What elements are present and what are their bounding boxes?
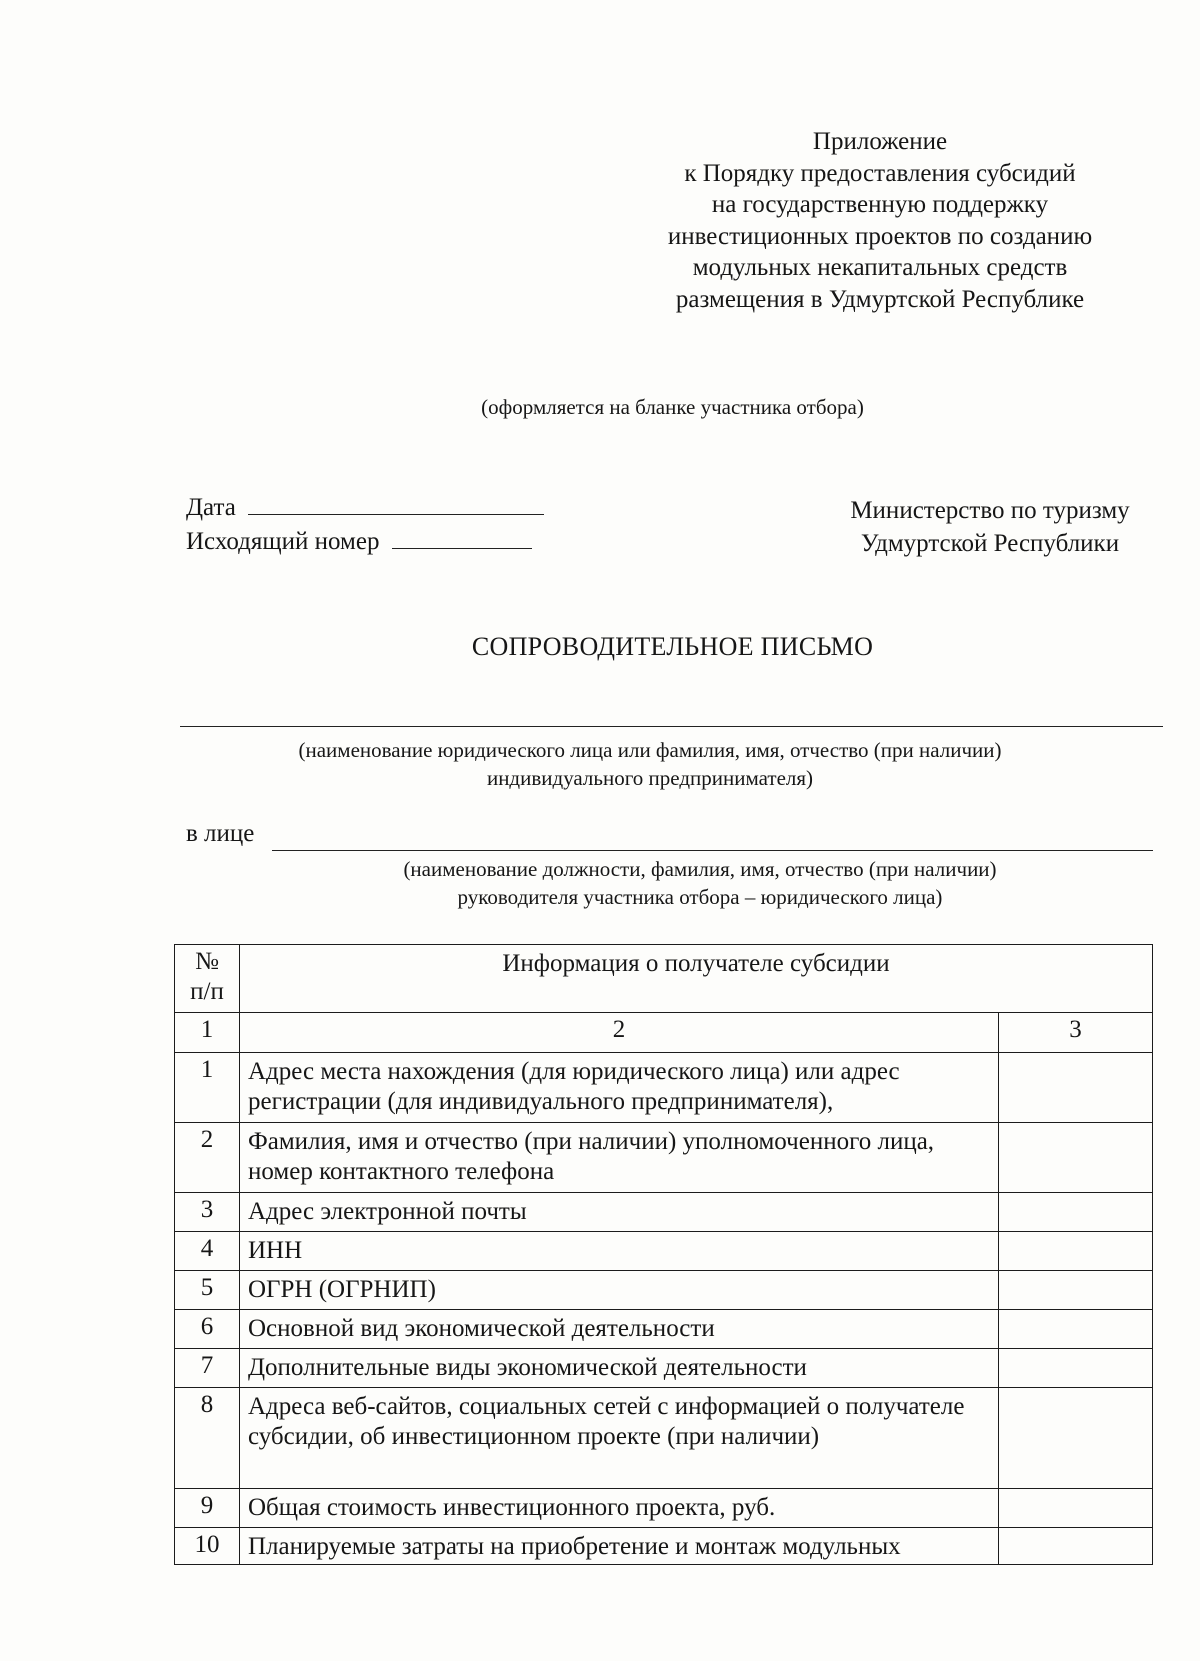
row-value-cell[interactable] — [999, 1388, 1153, 1489]
outgoing-number-field — [186, 524, 544, 558]
appendix-header — [600, 126, 1160, 315]
row-value-cell[interactable] — [999, 1310, 1153, 1349]
in-person-line[interactable] — [272, 850, 1153, 851]
outgoing-number-label: Исходящий номер — [186, 528, 380, 555]
entity-caption-line: (наименование юридического лица или фамилия, имя, отчество (при наличии) — [298, 738, 1002, 762]
row-number: 9 — [175, 1489, 240, 1528]
column-number: 1 — [175, 1013, 240, 1053]
entity-name-line[interactable] — [180, 726, 1163, 727]
row-number: 2 — [175, 1123, 240, 1193]
head-caption-line: руководителя участника отбора – юридического лица) — [457, 885, 943, 909]
appendix-line: к Порядку предоставления субсидий — [684, 159, 1076, 187]
table-row — [175, 1193, 1153, 1232]
row-text: ОГРН (ОГРНИП) — [240, 1271, 999, 1310]
outgoing-number-blank-line[interactable] — [392, 524, 532, 549]
row-value-cell[interactable] — [999, 1349, 1153, 1388]
appendix-line: инвестиционных проектов по созданию — [667, 222, 1093, 250]
document-title: СОПРОВОДИТЕЛЬНОЕ ПИСЬМО — [471, 632, 874, 661]
table-row — [175, 1232, 1153, 1271]
head-caption-line: (наименование должности, фамилия, имя, отчество (при наличии) — [403, 857, 997, 881]
header-num-cell — [175, 945, 240, 1013]
appendix-line: модульных некапитальных средств — [692, 254, 1068, 281]
table-row — [175, 1310, 1153, 1349]
header-num-abbr: п/п — [190, 978, 224, 1005]
row-value-cell[interactable] — [999, 1123, 1153, 1193]
row-text: Дополнительные виды экономической деятельности — [240, 1349, 999, 1388]
recipient — [820, 494, 1160, 560]
date-blank-line[interactable] — [248, 490, 544, 515]
table-header-row — [175, 945, 1153, 1013]
letter-fields — [186, 490, 544, 558]
table-row — [175, 1388, 1153, 1489]
header-info-cell: Информация о получателе субсидии — [240, 945, 1153, 1013]
head-caption — [250, 855, 1150, 911]
row-text: Адрес места нахождения (для юридического лица) или адрес регистрации (для индивидуального предпринимателя), — [240, 1053, 999, 1123]
row-text: Фамилия, имя и отчество (при наличии) уполномоченного лица, номер контактного телефона — [240, 1123, 999, 1193]
date-field — [186, 490, 544, 524]
table-row — [175, 1489, 1153, 1528]
entity-caption — [200, 736, 1100, 792]
recipient-line: Удмуртской Республики — [860, 530, 1120, 557]
row-text: Планируемые затраты на приобретение и монтаж модульных — [240, 1528, 999, 1565]
row-value-cell[interactable] — [999, 1489, 1153, 1528]
row-number: 8 — [175, 1388, 240, 1489]
row-value-cell[interactable] — [999, 1053, 1153, 1123]
row-number: 1 — [175, 1053, 240, 1123]
row-text: Общая стоимость инвестиционного проекта, руб. — [240, 1489, 999, 1528]
column-number: 2 — [240, 1013, 999, 1053]
row-value-cell[interactable] — [999, 1271, 1153, 1310]
appendix-line: размещения в Удмуртской Республике — [675, 285, 1085, 313]
row-text: Основной вид экономической деятельности — [240, 1310, 999, 1349]
date-label: Дата — [186, 494, 236, 521]
header-num-symbol: № — [195, 948, 219, 975]
appendix-line: Приложение — [812, 128, 948, 155]
table-row — [175, 1053, 1153, 1123]
table-row — [175, 1349, 1153, 1388]
row-text: Адрес электронной почты — [240, 1193, 999, 1232]
row-number: 10 — [175, 1528, 240, 1565]
row-value-cell[interactable] — [999, 1232, 1153, 1271]
row-text: Адреса веб-сайтов, социальных сетей с информацией о получателе субсидии, об инвестиционном проекте (при наличии) — [240, 1388, 999, 1489]
row-number: 6 — [175, 1310, 240, 1349]
row-number: 7 — [175, 1349, 240, 1388]
entity-caption-line: индивидуального предпринимателя) — [486, 766, 814, 790]
row-number: 3 — [175, 1193, 240, 1232]
row-number: 4 — [175, 1232, 240, 1271]
column-number-row — [175, 1013, 1153, 1053]
blank-note: (оформляется на бланке участника отбора) — [481, 395, 864, 419]
table-row — [175, 1528, 1153, 1565]
row-value-cell[interactable] — [999, 1193, 1153, 1232]
appendix-line: на государственную поддержку — [711, 191, 1049, 218]
recipient-info-table — [174, 944, 1153, 1565]
row-text: ИНН — [240, 1232, 999, 1271]
row-number: 5 — [175, 1271, 240, 1310]
row-value-cell[interactable] — [999, 1528, 1153, 1565]
recipient-line: Министерство по туризму — [850, 497, 1130, 524]
table-row — [175, 1271, 1153, 1310]
in-person-label: в лице — [186, 820, 255, 847]
column-number: 3 — [999, 1013, 1153, 1053]
table-row — [175, 1123, 1153, 1193]
